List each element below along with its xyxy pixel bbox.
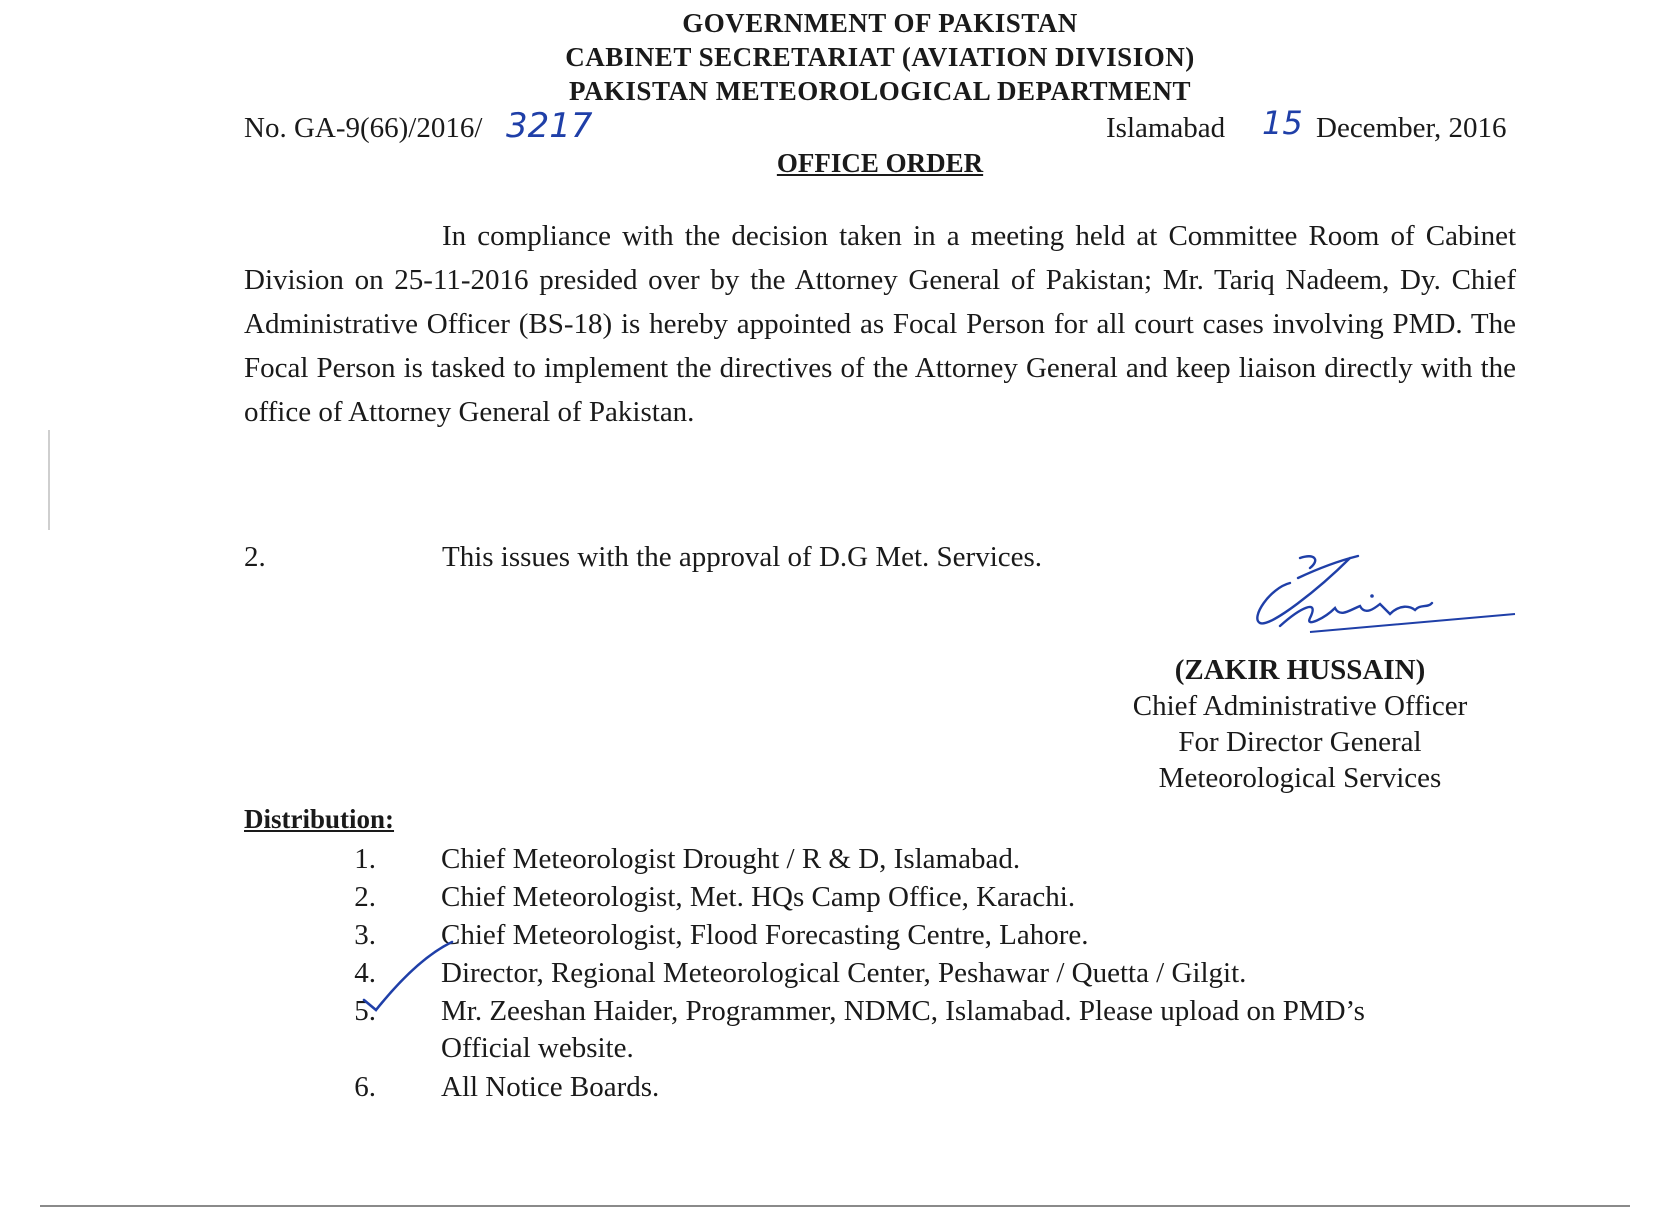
header-cabinet-secretariat: CABINET SECRETARIAT (AVIATION DIVISION) — [565, 42, 1195, 72]
distribution-item: Chief Meteorologist, Met. HQs Camp Office, Karachi. — [441, 881, 1076, 913]
distribution-heading: Distribution: — [244, 804, 395, 834]
page-title: OFFICE ORDER — [776, 148, 984, 178]
reference-place: Islamabad — [1106, 112, 1226, 144]
distribution-item: Mr. Zeeshan Haider, Programmer, NDMC, Islamabad. Please upload on PMD’s — [441, 995, 1365, 1027]
distribution-item-number: 4. — [354, 957, 376, 989]
distribution-item-number: 3. — [354, 919, 376, 951]
paragraph-1: In compliance with the decision taken in a meeting held at Committee Room of Cabinet Division on 25-11-2016 presided over by the Attorney General of Pakistan; Mr. Tariq Nadeem, Dy. Chief Administrative Officer (BS-18) is hereby appointed as Focal Person for all court cases involving PMD. The Focal Person is tasked to implement the directives of the Attorney General and keep liaison directly with the office of Attorney General of Pakistan. — [244, 220, 1516, 428]
distribution-item-number: 1. — [354, 843, 376, 875]
signatory-name: (ZAKIR HUSSAIN) — [1174, 654, 1426, 686]
signature-scribble — [1240, 548, 1520, 658]
paragraph-2-text: This issues with the approval of D.G Met. Services. — [442, 541, 1043, 573]
handwritten-tick-mark — [360, 940, 460, 1020]
reference-number: No. GA-9(66)/2016/ — [244, 112, 483, 144]
distribution-item: All Notice Boards. — [441, 1071, 660, 1103]
bottom-rule — [40, 1205, 1630, 1207]
signatory-for-line: For Director General — [1178, 726, 1422, 758]
distribution-item: Chief Meteorologist Drought / R & D, Islamabad. — [441, 843, 1021, 875]
handwritten-day: 15 — [1262, 104, 1303, 142]
distribution-item-continuation: Official website. — [441, 1032, 634, 1064]
distribution-item: Chief Meteorologist, Flood Forecasting Centre, Lahore. — [441, 919, 1089, 951]
distribution-item-number: 2. — [354, 881, 376, 913]
distribution-item: Director, Regional Meteorological Center, Peshawar / Quetta / Gilgit. — [441, 957, 1247, 989]
handwritten-reference-number: 3217 — [506, 106, 593, 146]
signatory-designation: Chief Administrative Officer — [1132, 690, 1468, 722]
paragraph-2-number: 2. — [244, 541, 266, 573]
header-department: PAKISTAN METEOROLOGICAL DEPARTMENT — [568, 76, 1192, 106]
distribution-item-number: 5. — [354, 995, 376, 1027]
header-government: GOVERNMENT OF PAKISTAN — [682, 8, 1078, 38]
signatory-office: Meteorological Services — [1158, 762, 1442, 794]
reference-date: December, 2016 — [1316, 112, 1507, 144]
distribution-item-number: 6. — [354, 1071, 376, 1103]
scan-edge-mark — [48, 430, 50, 530]
